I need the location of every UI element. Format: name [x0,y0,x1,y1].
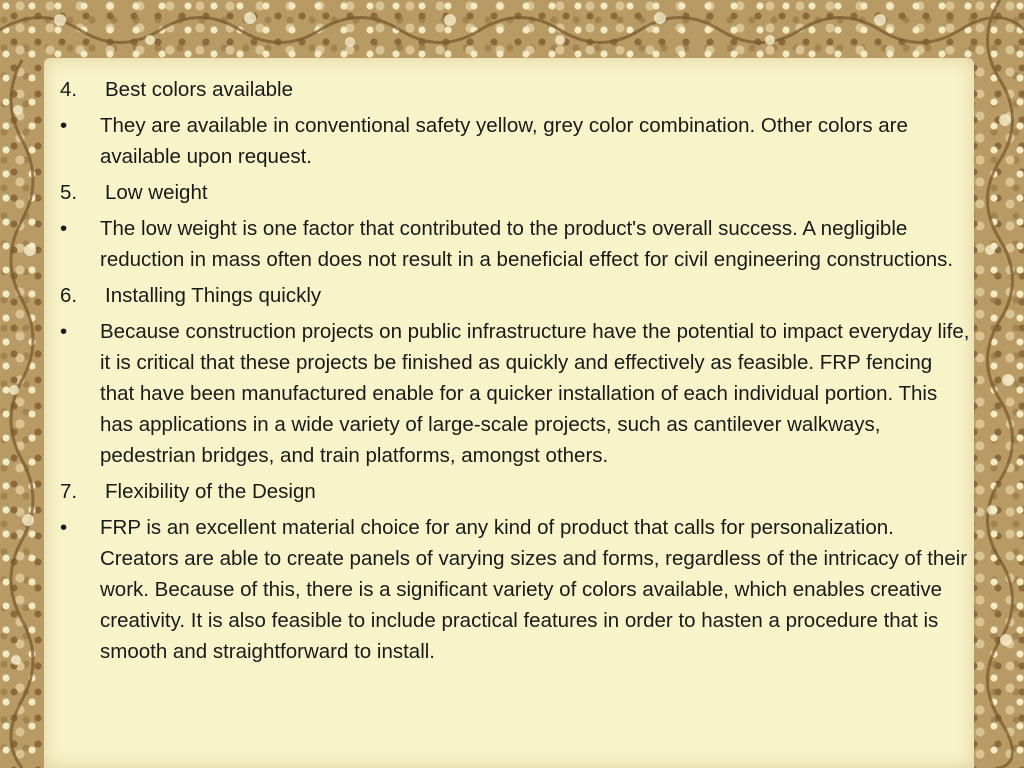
list-item-bullet [60,512,970,667]
list-item-heading [60,476,970,507]
bullet-marker: • [60,516,68,539]
list-heading-text: Installing Things quickly [105,284,322,307]
list-heading-text: Low weight [105,181,208,204]
bullet-text: They are available in conventional safety yellow, grey color combination. Other colors are available upon request. [100,114,908,168]
slide-body [60,74,970,672]
list-item-heading [60,74,970,105]
list-number: 5. [60,181,78,204]
list-heading-text: Best colors available [105,78,294,101]
list-item-bullet [60,213,970,275]
list-item-bullet [60,110,970,172]
bullet-marker: • [60,114,68,137]
list-number: 6. [60,284,78,307]
bullet-marker: • [60,217,68,240]
list-number: 7. [60,480,78,503]
list-item-heading [60,177,970,208]
bullet-text: FRP is an excellent material choice for any kind of product that calls for personalization. Creators are able to create panels of varying sizes and forms, regardless of the intricacy of their work. Because of this, there is a significant variety of colors available, which enables creative creativity. It is also feasible to include practical features in order to hasten a procedure that is smooth and straightforward to install. [100,516,968,663]
bullet-marker: • [60,320,68,343]
list-number: 4. [60,78,78,101]
list-heading-text: Flexibility of the Design [105,480,316,503]
list-item-heading [60,280,970,311]
list-item-bullet [60,316,970,471]
bullet-text: The low weight is one factor that contributed to the product's overall success. A negligible reduction in mass often does not result in a beneficial effect for civil engineering constructions. [100,217,954,271]
bullet-text: Because construction projects on public infrastructure have the potential to impact everyday life, it is critical that these projects be finished as quickly and effectively as feasible. FRP fencing that have been manufactured enable for a quicker installation of each individual portion. This has applications in a wide variety of large-scale projects, such as cantilever walkways, pedestrian bridges, and train platforms, amongst others. [100,320,970,467]
